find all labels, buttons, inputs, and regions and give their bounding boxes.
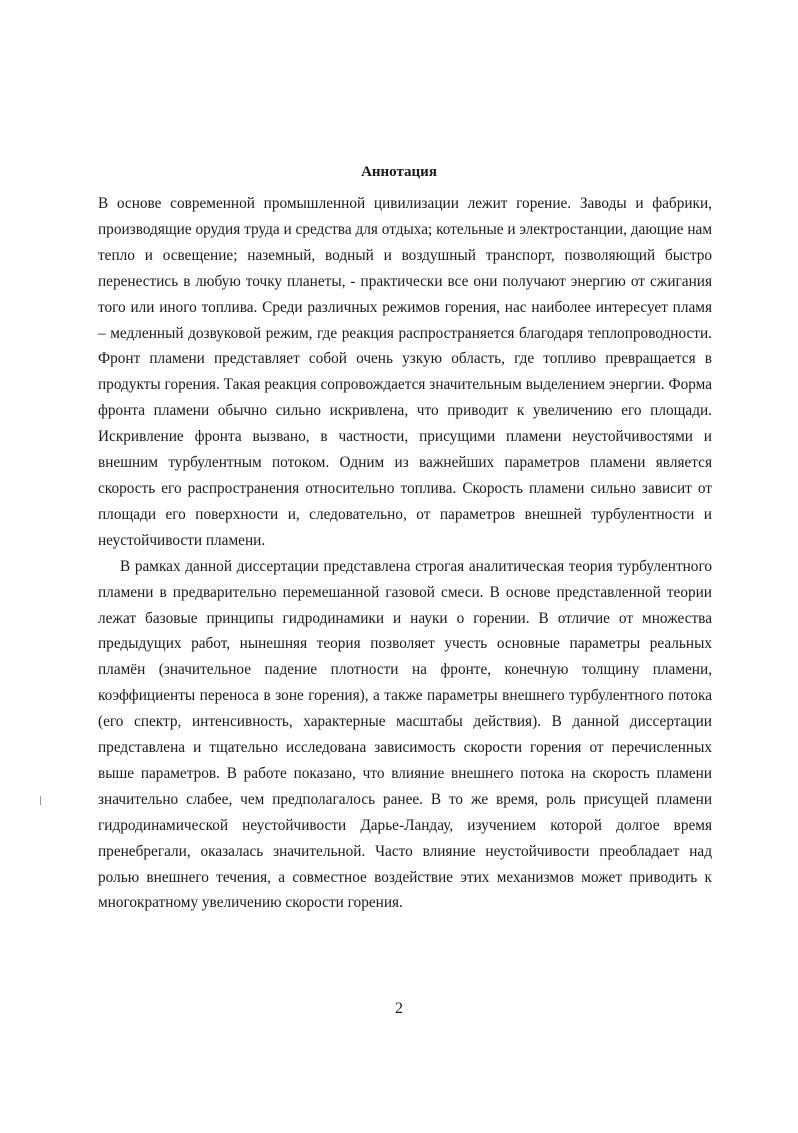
abstract-paragraph-1: В основе современной промышленной цивилизации лежит горение. Заводы и фабрики, производящие орудия труда и средства для отдыха; котельные и электростанции, дающие нам тепло и освещение; наземный, водный и воздушный транспорт, позволяющий быстро перенестись в любую точку планеты, - практически все они получают энергию от сжигания того или иного топлива. Среди различных режимов горения, нас наиболее интересует пламя – медленный дозвуковой режим, где реакция распространяется благодаря теплопроводности. Фронт пламени представляет собой очень узкую область, где топливо превращается в продукты горения. Такая реакция сопровождается значительным выделением энергии. Форма фронта пламени обычно сильно искривлена, что приводит к увеличению его площади. Искривление фронта вызвано, в частности, присущими пламени неустойчивостями и внешним турбулентным потоком. Одним из важнейших параметров пламени является скорость его распространения относительно топлива. Скорость пламени сильно зависит от площади его поверхности и, следовательно, от параметров внешней турбулентности и неустойчивости пламени. xyxy=(98,195,712,549)
abstract-paragraph-2: В рамках данной диссертации представлена строгая аналитическая теория турбулентного пламени в предварительно перемешанной газовой смеси. В основе представленной теории лежат базовые принципы гидродинамики и науки о горении. В отличие от множества предыдущих работ, нынешняя теория позволяет учесть основные параметры реальных пламён (значительное падение плотности на фронте, конечную толщину пламени, коэффициенты переноса в зоне горения), а также параметры внешнего турбулентного потока (его спектр, интенсивность, характерные масштабы действия). В данной диссертации представлена и тщательно исследована зависимость скорости горения от перечисленных выше параметров. В работе показано, что влияние внешнего потока на скорость пламени значительно слабее, чем предполагалось ранее. В то же время, роль присущей пламени гидродинамической неустойчивости Дарье-Ландау, изучением которой долгое время пренебрегали, оказалась значительной. Часто влияние неустойчивости преобладает над ролью внешнего течения, а совместное воздействие этих механизмов может приводить к многократному увеличению скорости горения. xyxy=(98,557,712,912)
page-number: 2 xyxy=(395,1000,403,1017)
page-title: Аннотация xyxy=(361,164,437,180)
margin-mark xyxy=(40,796,41,805)
abstract-body xyxy=(98,191,712,916)
